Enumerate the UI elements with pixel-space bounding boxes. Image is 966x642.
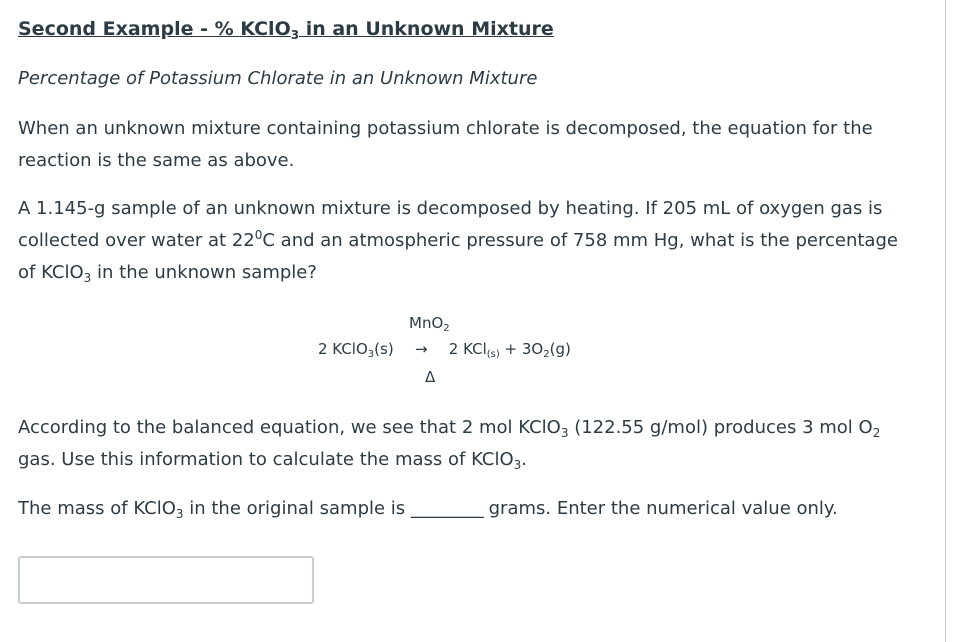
stoichiometry-paragraph: According to the balanced equation, we see that 2 mol KClO$_3$ (122.55 g/mol) produces 3 mol $O_2$ gas. Use this information to calculate the mass of KClO$_3$. <box>18 417 881 472</box>
answer-input[interactable] <box>18 556 314 604</box>
problem-paragraph: A 1.145-g sample of an unknown mixture is decomposed by heating. If 205 mL of oxygen gas is collected over water at $22^0C$ and an atmospheric pressure of 758 mm Hg, what is the percentage of KClO$_3$ in the unknown sample? <box>18 198 898 285</box>
content-right-border <box>945 0 946 642</box>
equation-catalyst: MnO$_2$ <box>409 314 450 334</box>
question-prompt: The mass of KClO$_3$ in the original sample is _________ grams. Enter the numerical value only. <box>18 498 838 521</box>
equation-reaction: 2 KClO$_3$(s) → 2 $KCl_{(s)} + 3O_2(g)$ <box>318 340 571 360</box>
equation-heat-symbol: Δ <box>425 368 436 386</box>
intro-paragraph: When an unknown mixture containing potassium chlorate is decomposed, the equation for the reaction is the same as above. <box>18 118 873 171</box>
page-title: Second Example - % KClO$_3$ in an Unknown Mixture <box>18 18 554 42</box>
answer-blank: _________ <box>410 498 483 519</box>
reaction-arrow-icon: → <box>414 340 428 358</box>
subtitle: Percentage of Potassium Chlorate in an Unknown Mixture <box>18 68 538 89</box>
